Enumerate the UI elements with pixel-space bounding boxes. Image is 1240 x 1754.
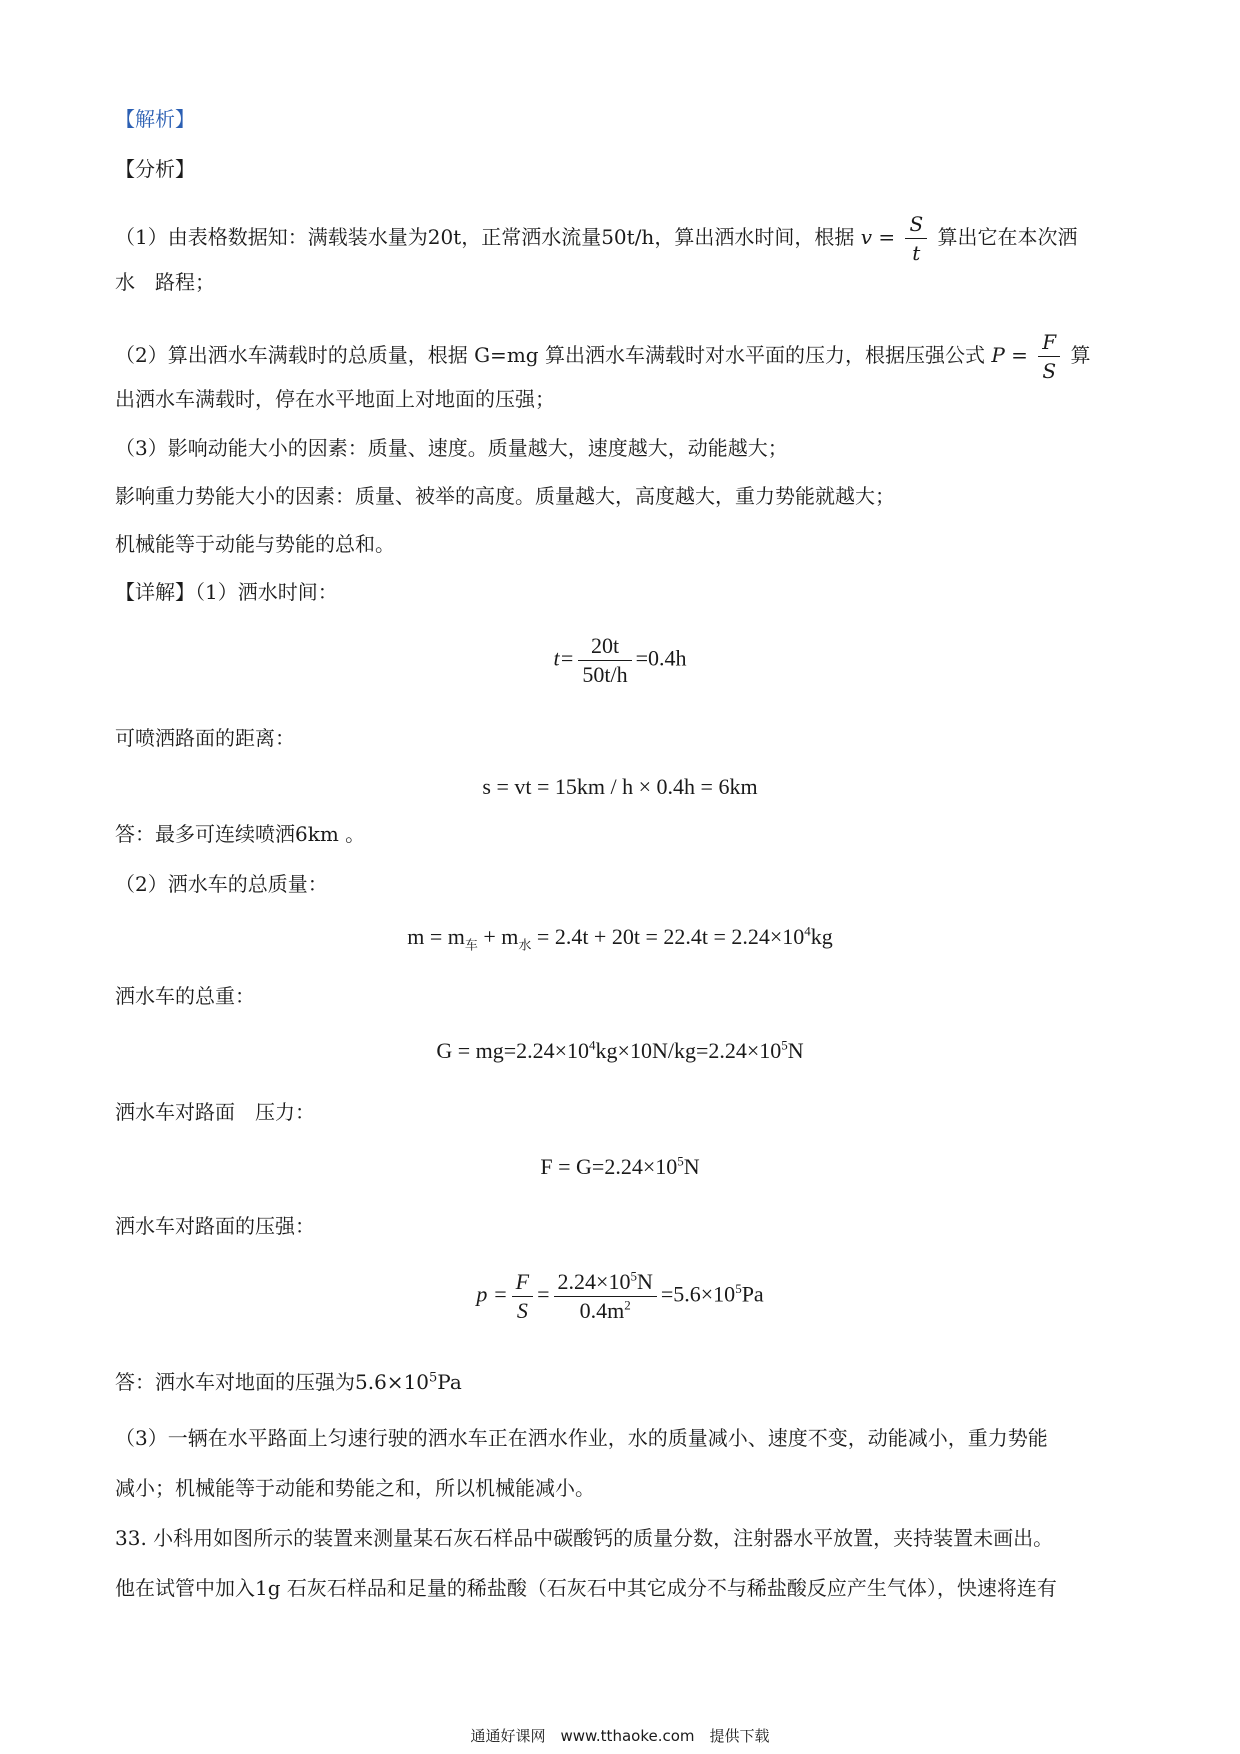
paragraph-1: （1）由表格数据知：满载装水量为20t，正常洒水流量50t/h，算出洒水时间，根据 v = $\frac{S}{t}$ 算出它在本次洒 (115, 212, 1078, 265)
equation-weight: $G = mg=2.24\times 10^4kg\times 10N/kg=2.24\times 10^5N$ (436, 1037, 804, 1063)
fenxi-heading: 【分析】 (115, 157, 195, 181)
force-label: 洒水车对路面 压力： (115, 1100, 315, 1124)
question-2-label: （2）洒水车的总质量： (115, 872, 328, 896)
analysis-heading: 【解析】 (115, 107, 195, 131)
paragraph-2: （2）算出洒水车满载时的总质量，根据 G=mg 算出洒水车满载时对水平面的压力，根据压强公式 P = $\frac{F}{S}$ 算 (115, 330, 1091, 383)
question-33-line-2: 他在试管中加入1g 石灰石样品和足量的稀盐酸（石灰石中其它成分不与稀盐酸反应产生气体），快速将连有 (115, 1576, 1057, 1600)
equation-distance: s = vt = 15km / h × 0.4h = 6km (482, 774, 758, 799)
paragraph-1-cont: 水 路程； (115, 270, 215, 294)
detail-line: 【详解】（1）洒水时间： (115, 580, 338, 604)
equation-mass: $m = m_车 + m_水 = 2.4t + 20t = 22.4t = 2.24\times 10^4kg$ (407, 923, 833, 953)
pressure-fraction: $\frac{F}{S}$ (1038, 330, 1060, 383)
paragraph-7: 减小；机械能等于动能和势能之和，所以机械能减小。 (115, 1476, 595, 1500)
distance-label: 可喷洒路面的距离： (115, 726, 295, 750)
footer-watermark: 通通好课网 www.tthaoke.com 提供下载 (470, 1727, 770, 1745)
question-33-line-1: 33. 小科用如图所示的装置来测量某石灰石样品中碳酸钙的质量分数，注射器水平放置，夹持装置未画出。 (115, 1526, 1054, 1550)
answer-2: 答：洒水车对地面的压强为$5.6\times 10^5Pa$ (115, 1370, 462, 1394)
paragraph-5: 机械能等于动能与势能的总和。 (115, 532, 395, 556)
paragraph-3: （3）影响动能大小的因素：质量、速度。质量越大，速度越大，动能越大； (115, 436, 788, 460)
paragraph-6: （3）一辆在水平路面上匀速行驶的洒水车正在洒水作业，水的质量减小、速度不变，动能减小，重力势能 (115, 1426, 1048, 1450)
pressure-label: 洒水车对路面的压强： (115, 1214, 315, 1238)
paragraph-2-cont: 出洒水车满载时，停在水平地面上对地面的压强； (115, 387, 555, 411)
weight-label: 洒水车的总重： (115, 984, 255, 1008)
equation-time: t= $\frac{20t}{50t/h}$ =0.4h (553, 633, 687, 687)
paragraph-4: 影响重力势能大小的因素：质量、被举的高度。质量越大，高度越大，重力势能就越大； (115, 484, 895, 508)
equation-force: $F = G=2.24\times 10^5N$ (540, 1153, 700, 1179)
velocity-fraction: $\frac{S}{t}$ (905, 212, 927, 265)
equation-pressure: p = $\frac{F}{S}$ = $\frac{2.24\times 10^5N}{0.4m^2}$ $=5.6\times 10^5Pa$ (476, 1268, 764, 1323)
answer-1: 答：最多可连续喷洒6km 。 (115, 822, 366, 846)
